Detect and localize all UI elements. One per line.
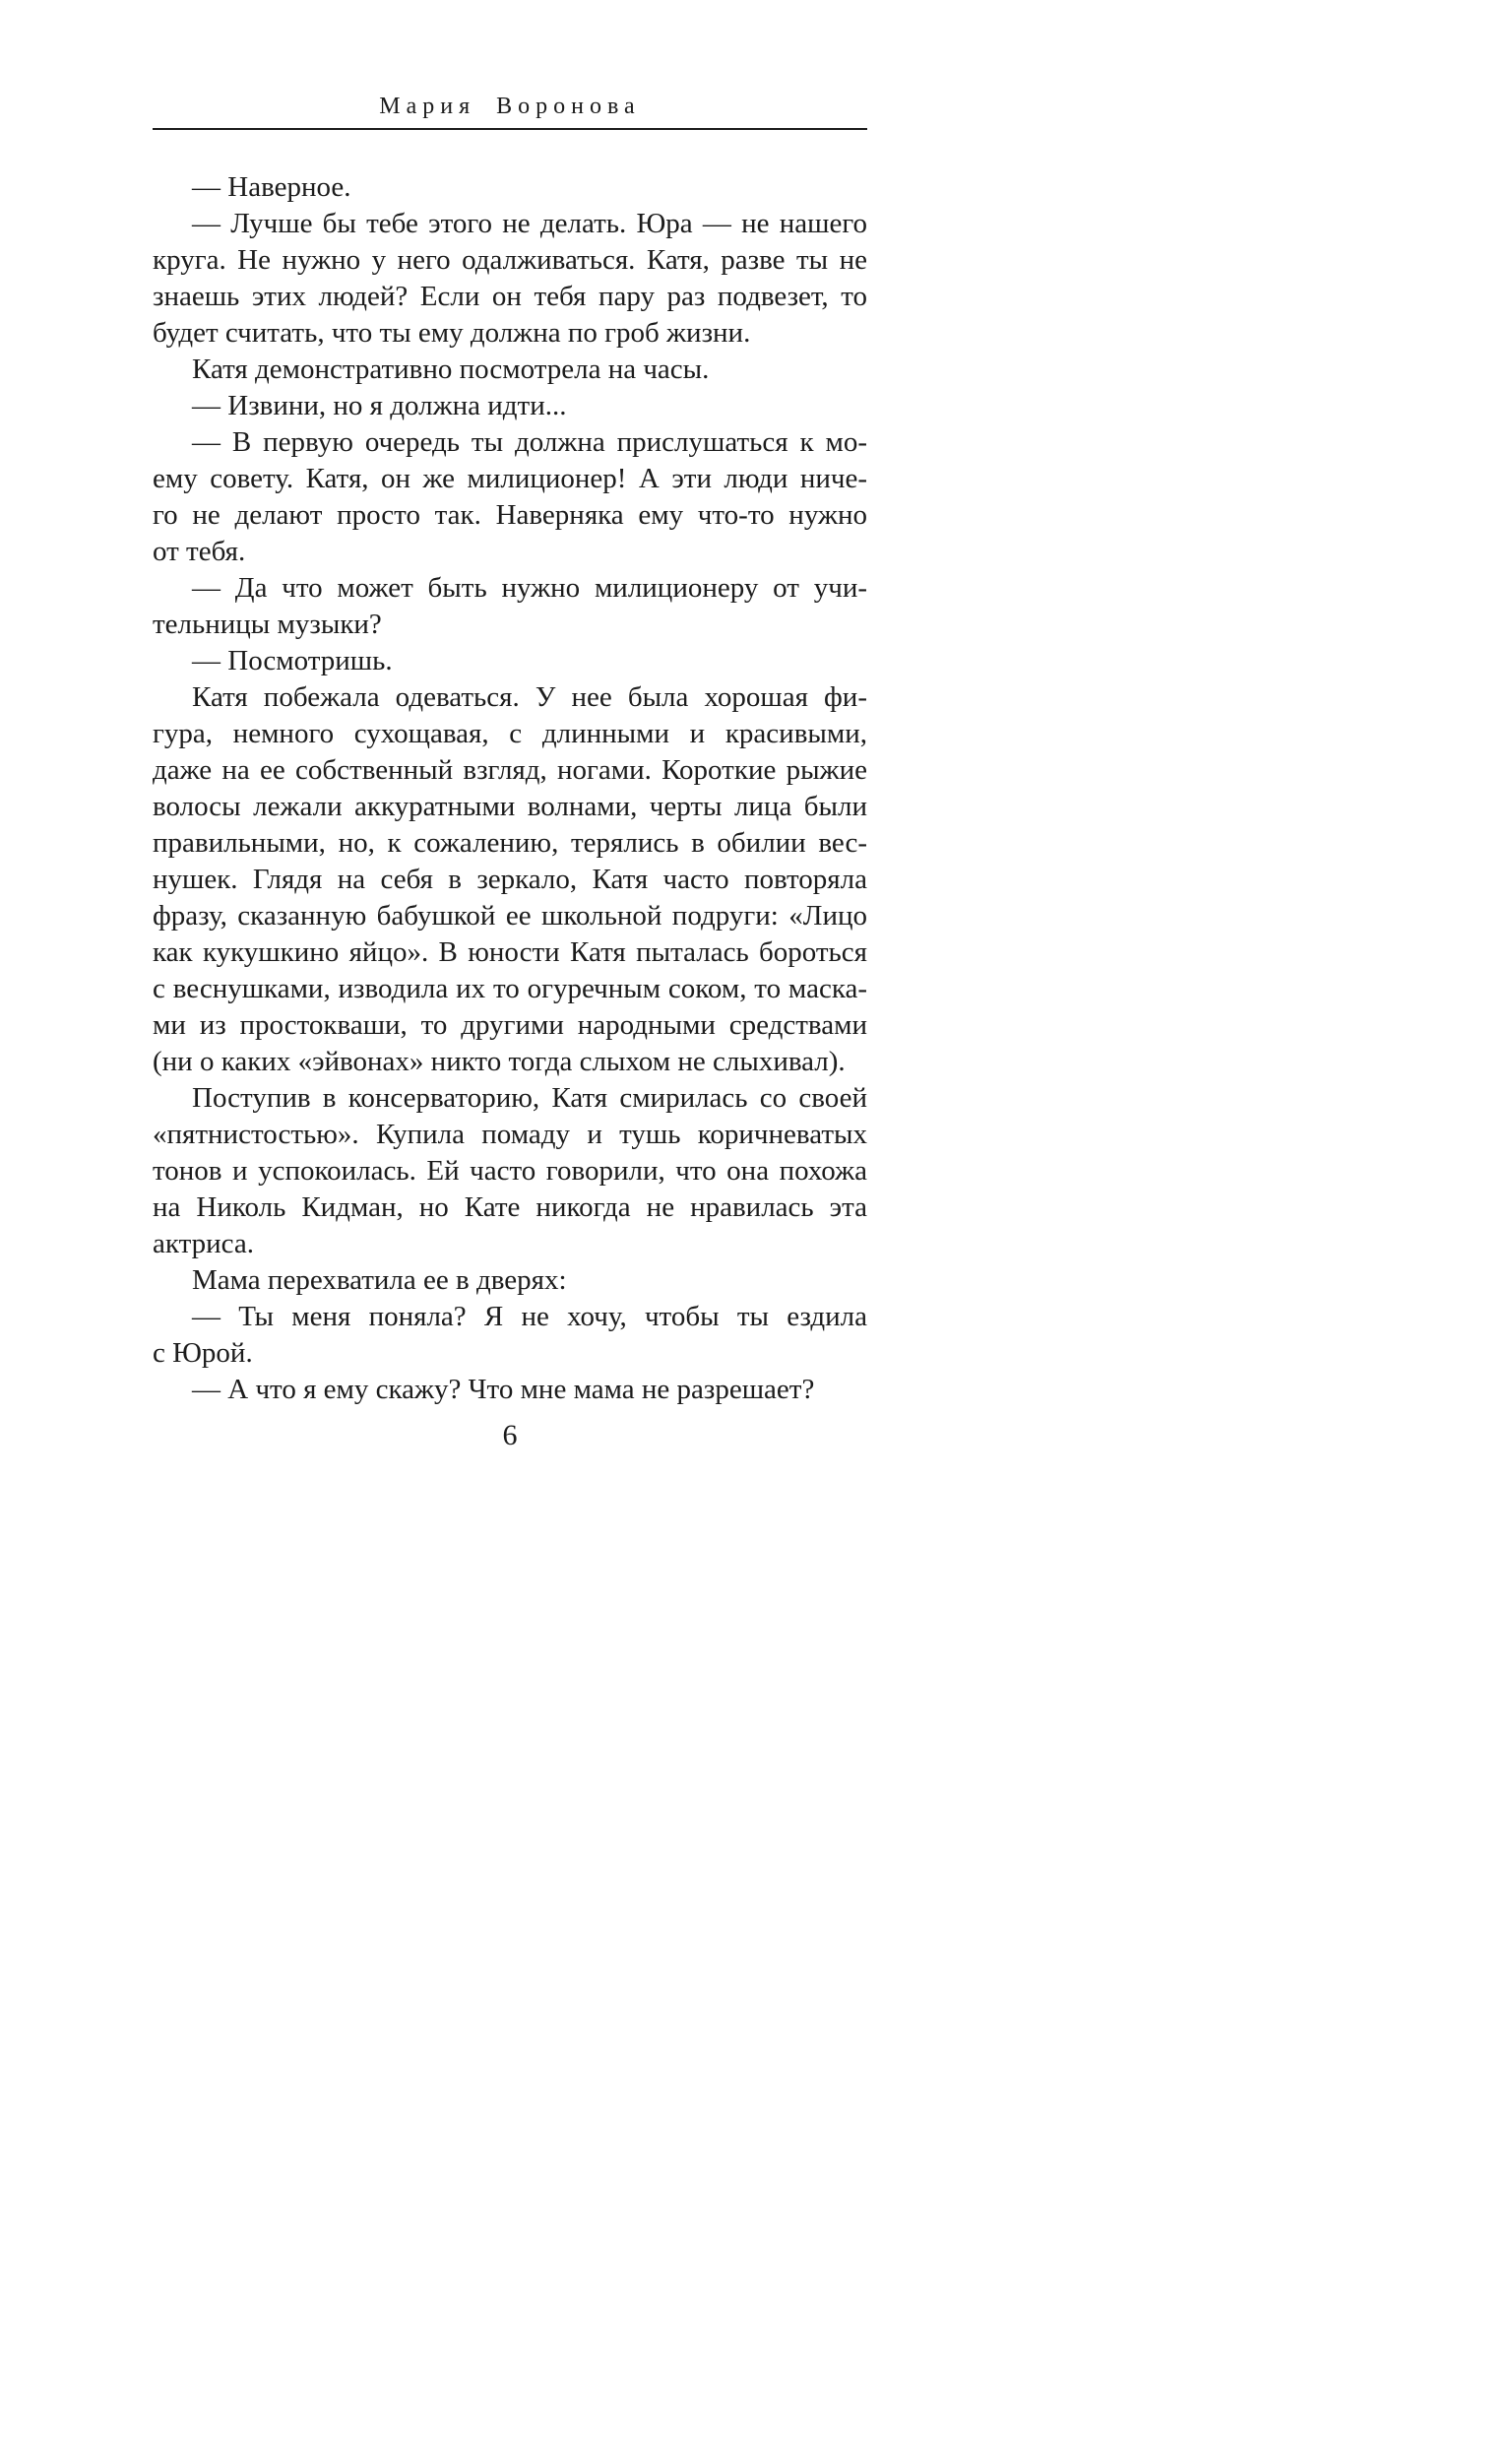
text-line: гура, немного сухощавая, с длинными и красивыми, — [153, 718, 867, 749]
text-line: тонов и успокоилась. Ей часто говорили, что она похожа — [153, 1155, 867, 1187]
text-line: ему совету. Катя, он же милиционер! А эти люди ниче- — [153, 463, 867, 494]
text-line: — Посмотришь. — [192, 645, 393, 676]
text-line: — Лучше бы тебе этого не делать. Юра — не нашего — [192, 208, 867, 239]
text-line: актриса. — [153, 1228, 254, 1259]
text-line: как кукушкино яйцо». В юности Катя пыталась бороться — [153, 936, 867, 968]
paragraph — [153, 1299, 867, 1372]
text-line: даже на ее собственный взгляд, ногами. Короткие рыжие — [153, 754, 867, 786]
text-line: тельницы музыки? — [153, 609, 382, 640]
paragraph — [153, 679, 867, 1080]
text-line: (ни о каких «эйвонах» никто тогда слыхом не слыхивал). — [153, 1046, 846, 1077]
paragraph — [153, 388, 867, 424]
header-rule-divider — [153, 128, 867, 130]
text-line: — Да что может быть нужно милиционеру от учи- — [192, 572, 867, 604]
text-line: круга. Не нужно у него одалживаться. Катя, разве ты не — [153, 244, 867, 276]
paragraph — [153, 169, 867, 206]
text-line: — В первую очередь ты должна прислушаться к мо- — [192, 426, 867, 458]
text-line: нушек. Глядя на себя в зеркало, Катя часто повторяла — [153, 864, 867, 895]
text-line: волосы лежали аккуратными волнами, черты лица были — [153, 791, 867, 822]
paragraph — [153, 570, 867, 643]
text-line: — Извини, но я должна идти... — [192, 390, 567, 421]
text-line: правильными, но, к сожалению, терялись в обилии вес- — [153, 827, 867, 859]
text-line: — Наверное. — [192, 171, 351, 203]
text-line: Поступив в консерваторию, Катя смирилась со своей — [192, 1082, 867, 1114]
page-number: 6 — [502, 1419, 518, 1451]
text-line: Мама перехватила ее в дверях: — [192, 1264, 567, 1296]
text-line: «пятнистостью». Купила помаду и тушь коричневатых — [153, 1119, 867, 1150]
text-line: на Николь Кидман, но Кате никогда не нравилась эта — [153, 1191, 867, 1223]
text-line: Катя побежала одеваться. У нее была хорошая фи- — [192, 681, 867, 713]
text-line: ми из простокваши, то другими народными средствами — [153, 1009, 867, 1041]
text-line: от тебя. — [153, 536, 246, 567]
text-line: — Ты меня поняла? Я не хочу, чтобы ты ездила — [192, 1301, 867, 1332]
text-line: с веснушками, изводила их то огуречным соком, то маска- — [153, 973, 867, 1004]
paragraph — [153, 1080, 867, 1262]
text-line: будет считать, что ты ему должна по гроб жизни. — [153, 317, 751, 349]
text-line: фразу, сказанную бабушкой ее школьной подруги: «Лицо — [153, 900, 867, 932]
page-text — [153, 169, 867, 1408]
text-line: с Юрой. — [153, 1337, 253, 1369]
text-line: го не делают просто так. Наверняка ему что-то нужно — [153, 499, 867, 531]
text-line: знаешь этих людей? Если он тебя пару раз подвезет, то — [153, 281, 867, 312]
text-line: — А что я ему скажу? Что мне мама не разрешает? — [192, 1374, 815, 1405]
paragraph — [153, 424, 867, 570]
text-line: Катя демонстративно посмотрела на часы. — [192, 354, 710, 385]
paragraph — [153, 643, 867, 679]
running-header: Мария Воронова — [379, 94, 641, 119]
paragraph — [153, 1262, 867, 1299]
paragraph — [153, 206, 867, 352]
paragraph — [153, 1372, 867, 1408]
paragraph — [153, 352, 867, 388]
